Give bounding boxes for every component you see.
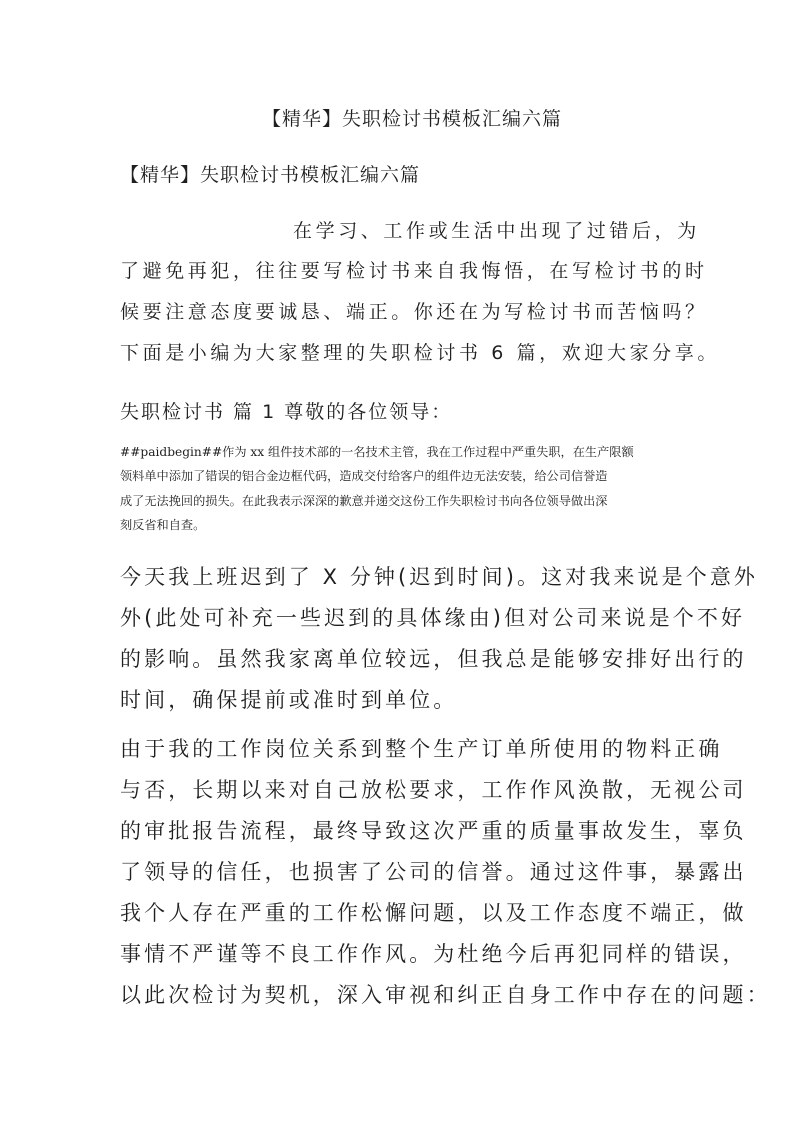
document-title: 【精华】失职检讨书模板汇编六篇 xyxy=(262,108,563,130)
small-paragraph-line: ##paidbegin##作为 xx 组件技术部的一名技术主管，我在工作过程中严重失职，在生产限额 xyxy=(120,445,634,459)
paragraph-line: 与否，长期以来对自己放松要求，工作作风涣散，无视公司 xyxy=(120,778,747,802)
paragraph-line: 时间，确保提前或准时到单位。 xyxy=(120,688,458,712)
section-heading: 失职检讨书 篇 1 尊敬的各位领导： xyxy=(120,401,453,423)
small-paragraph-line: 刻反省和自查。 xyxy=(120,518,206,532)
paragraph-line: 事情不严谨等不良工作作风。为杜绝今后再犯同样的错误， xyxy=(120,942,747,966)
small-paragraph-line: 领料单中添加了错误的铝合金边框代码，造成交付给客户的组件边无法安装，给公司信誉造 xyxy=(120,469,608,483)
paragraph-line: 以此次检讨为契机，深入审视和纠正自身工作中存在的问题： xyxy=(120,983,771,1007)
intro-line: 了避免再犯，往往要写检讨书来自我悔悟，在写检讨书的时 xyxy=(120,260,708,282)
intro-line: 下面是小编为大家整理的失职检讨书 6 篇，欢迎大家分享。 xyxy=(120,342,720,364)
intro-line: 候要注意态度要诚恳、端正。你还在为写检讨书而苦恼吗？ xyxy=(120,301,708,323)
paragraph-line: 的影响。虽然我家离单位较远，但我总是能够安排好出行的 xyxy=(120,647,747,671)
paragraph-line: 由于我的工作岗位关系到整个生产订单所使用的物料正确 xyxy=(120,737,723,761)
small-paragraph-line: 成了无法挽回的损失。在此我表示深深的歉意并递交这份工作失职检讨书向各位领导做出深 xyxy=(120,494,608,508)
paragraph-line: 今天我上班迟到了 X 分钟(迟到时间)。这对我来说是个意外 xyxy=(120,565,759,589)
paragraph-line: 的审批报告流程，最终导致这次严重的质量事故发生，辜负 xyxy=(120,819,747,843)
paragraph-line: 了领导的信任，也损害了公司的信誉。通过这件事，暴露出 xyxy=(120,860,747,884)
intro-line: 在学习、工作或生活中出现了过错后，为 xyxy=(293,220,700,242)
paragraph-line: 我个人存在严重的工作松懈问题，以及工作态度不端正，做 xyxy=(120,901,747,925)
paragraph-line: 外(此处可补充一些迟到的具体缘由)但对公司来说是个不好 xyxy=(120,606,746,630)
document-subtitle: 【精华】失职检讨书模板汇编六篇 xyxy=(120,164,421,186)
